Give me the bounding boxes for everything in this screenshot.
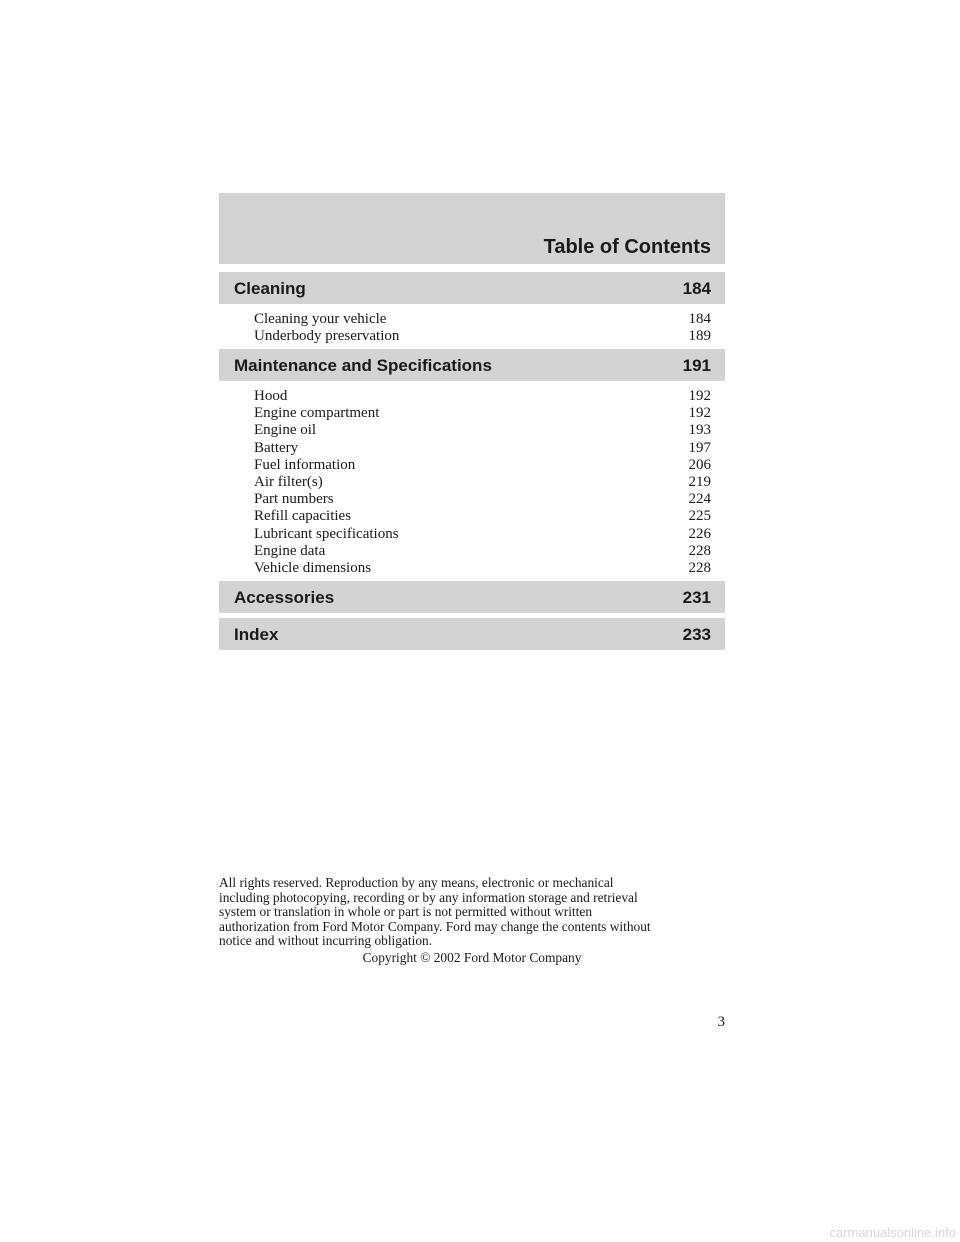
toc-entry-label: Cleaning your vehicle <box>254 311 387 327</box>
toc-entry[interactable] <box>254 328 711 345</box>
toc-entry-page: 206 <box>688 456 711 473</box>
rights-line: authorization from Ford Motor Company. Ford may change the contents without <box>219 918 651 934</box>
section-page: 231 <box>682 588 711 607</box>
toc-entry[interactable] <box>254 526 711 543</box>
toc-entry[interactable] <box>254 474 711 491</box>
section-accessories[interactable] <box>219 581 725 613</box>
toc-entry[interactable] <box>254 457 711 474</box>
header-band <box>219 193 725 264</box>
rights-line: including photocopying, recording or by any information storage and retrieval <box>219 889 638 905</box>
section-page: 233 <box>682 625 711 644</box>
toc-entry-page: 224 <box>688 491 711 508</box>
maintenance-entries <box>254 388 711 577</box>
toc-entry-page: 192 <box>688 388 711 404</box>
rights-notice <box>219 876 725 949</box>
cleaning-entries <box>254 311 711 345</box>
rights-line: notice and without incurring obligation. <box>219 933 433 948</box>
toc-entry-label: Underbody preservation <box>254 328 400 345</box>
rights-line: All rights reserved. Reproduction by any means, electronic or mechanical <box>219 875 614 890</box>
toc-entry[interactable] <box>254 440 711 457</box>
toc-entry-label: Lubricant specifications <box>254 525 399 542</box>
section-title: Index <box>234 625 279 644</box>
toc-entry-label: Part numbers <box>254 491 334 508</box>
copyright-notice: Copyright © 2002 Ford Motor Company <box>362 950 582 965</box>
toc-entry-page: 226 <box>688 525 711 542</box>
toc-entry-label: Fuel information <box>254 456 356 473</box>
toc-entry-page: 189 <box>688 328 711 345</box>
section-page: 184 <box>682 279 711 298</box>
toc-entry-label: Engine compartment <box>254 405 380 422</box>
toc-entry-page: 197 <box>688 439 711 456</box>
page-number: 3 <box>717 1014 725 1030</box>
section-cleaning[interactable] <box>219 272 725 304</box>
section-title: Maintenance and Specifications <box>234 356 492 375</box>
watermark: carmanualsonline.info <box>829 1225 956 1240</box>
toc-entry-page: 193 <box>688 422 711 439</box>
toc-entry-page: 228 <box>688 559 711 576</box>
toc-entry-page: 184 <box>688 311 711 327</box>
toc-entry-page: 228 <box>688 542 711 559</box>
toc-entry[interactable] <box>254 508 711 525</box>
toc-entry-page: 219 <box>688 473 711 490</box>
section-title: Accessories <box>234 588 335 607</box>
toc-entry-label: Hood <box>254 388 288 404</box>
toc-entry-label: Battery <box>254 439 299 456</box>
section-index[interactable] <box>219 618 725 650</box>
toc-entry-label: Air filter(s) <box>254 473 323 490</box>
section-page: 191 <box>682 356 711 375</box>
toc-entry-page: 192 <box>688 405 711 422</box>
toc-entry[interactable] <box>254 311 711 328</box>
page-title: Table of Contents <box>543 236 711 258</box>
toc-entry[interactable] <box>254 422 711 439</box>
toc-entry-label: Vehicle dimensions <box>254 559 372 576</box>
toc-entry[interactable] <box>254 560 711 577</box>
toc-entry[interactable] <box>254 388 711 405</box>
rights-line: system or translation in whole or part is not permitted without written <box>219 904 593 919</box>
toc-entry-page: 225 <box>688 508 711 525</box>
toc-entry-label: Refill capacities <box>254 508 352 525</box>
toc-entry[interactable] <box>254 491 711 508</box>
section-title: Cleaning <box>234 279 306 298</box>
toc-entry-label: Engine oil <box>254 422 317 439</box>
toc-entry[interactable] <box>254 405 711 422</box>
section-maintenance[interactable] <box>219 349 725 381</box>
toc-entry-label: Engine data <box>254 542 326 559</box>
toc-entry[interactable] <box>254 543 711 560</box>
